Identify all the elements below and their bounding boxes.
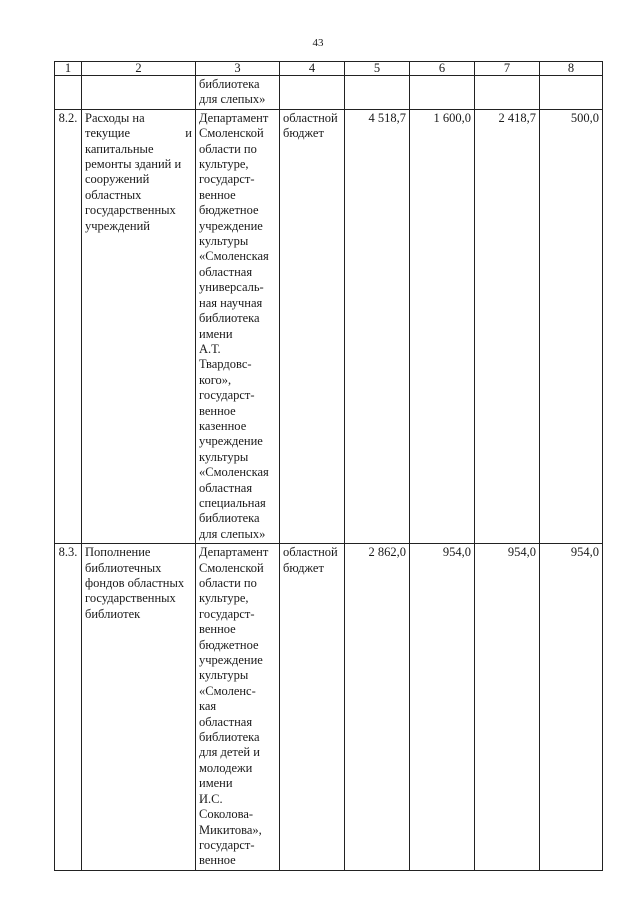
cell-line: капитальные xyxy=(85,141,154,156)
amount-year-1: 954,0 xyxy=(410,544,475,871)
cell-line: областная xyxy=(199,264,253,279)
column-number: 8 xyxy=(540,62,603,76)
cell-line: венное xyxy=(199,403,236,418)
column-number: 2 xyxy=(82,62,196,76)
cell-line: учреждение xyxy=(199,653,263,668)
column-number: 7 xyxy=(475,62,540,76)
cell-line: областной xyxy=(283,545,338,560)
amount-year-2: 2 418,7 xyxy=(475,109,540,543)
cell-line: венное xyxy=(199,622,236,637)
cell-line: областных xyxy=(85,187,142,202)
cell-line: государст- xyxy=(199,837,255,852)
cell-line: молодежи xyxy=(199,760,253,775)
cell-line: Смоленской xyxy=(199,126,264,141)
cell-line: библиотечных xyxy=(85,560,162,575)
amount-total: 2 862,0 xyxy=(345,544,410,871)
cell-line: библиотека xyxy=(199,511,260,526)
cell-line: государст- xyxy=(199,172,255,187)
cell-line: культуры xyxy=(199,234,249,249)
continuation-executor-cell xyxy=(196,76,280,110)
cell-line: государственных xyxy=(85,591,176,606)
column-number: 5 xyxy=(345,62,410,76)
cell-line: культуры xyxy=(199,668,249,683)
cell-line: бюджетное xyxy=(199,637,259,652)
table-row xyxy=(55,109,603,543)
cell-line: имени xyxy=(199,326,233,341)
cell-line: для слепых» xyxy=(199,526,266,541)
cell-line: казенное xyxy=(199,418,247,433)
cell-line: А.Т. xyxy=(199,341,221,356)
page-number: 43 xyxy=(312,37,324,49)
cell-line: ремонты зданий и xyxy=(85,157,182,172)
cell-line: Соколова- xyxy=(199,807,254,822)
item-number: 8.3. xyxy=(55,544,82,871)
cell-line: Департамент xyxy=(199,110,269,125)
column-number-row xyxy=(55,62,603,76)
cell-line: государст- xyxy=(199,388,255,403)
cell-line: кого», xyxy=(199,372,232,387)
cell-line: сооружений xyxy=(85,172,150,187)
cell-line: «Смоленс- xyxy=(199,683,256,698)
column-number: 4 xyxy=(280,62,345,76)
column-number: 6 xyxy=(410,62,475,76)
cell-line: И.С. xyxy=(199,791,223,806)
cell-line: государст- xyxy=(199,606,255,621)
item-executor xyxy=(196,109,280,543)
cell-line: Твардовс- xyxy=(199,357,252,372)
cell-line: Расходы на xyxy=(85,110,145,125)
item-name xyxy=(82,544,196,871)
cell-line: венное xyxy=(199,853,236,868)
cell-line: для детей и xyxy=(199,745,260,760)
cell-line: культуре, xyxy=(199,591,249,606)
cell-line: венное xyxy=(199,187,236,202)
amount-year-3: 954,0 xyxy=(540,544,603,871)
cell-line: культуре, xyxy=(199,157,249,172)
funding-source xyxy=(280,544,345,871)
cell-line: Пополнение xyxy=(85,545,151,560)
cell-line: ная научная xyxy=(199,295,263,310)
cell-line: культуры xyxy=(199,449,249,464)
cell-line: областной xyxy=(283,110,338,125)
cell-line: кая xyxy=(199,699,217,714)
cell-line: имени xyxy=(199,776,233,791)
cell-line: библиотек xyxy=(85,606,141,621)
cell-line: учреждение xyxy=(199,218,263,233)
table-row xyxy=(55,544,603,871)
cell-line: бюджет xyxy=(283,126,324,141)
cell-line: универсаль- xyxy=(199,280,264,295)
cell-line: библиотека xyxy=(199,730,260,745)
cell-line: «Смоленская xyxy=(199,465,269,480)
cell-line: бюджет xyxy=(283,560,324,575)
column-number: 1 xyxy=(55,62,82,76)
cell-line: «Смоленская xyxy=(199,249,269,264)
cell-line: Микитова», xyxy=(199,822,262,837)
cell-line: области по xyxy=(199,141,257,156)
amount-year-1: 1 600,0 xyxy=(410,109,475,543)
cell-line: областная xyxy=(199,714,253,729)
item-number: 8.2. xyxy=(55,109,82,543)
cell-line: фондов областных xyxy=(85,576,185,590)
cell-line: Смоленской xyxy=(199,560,264,575)
cell-line: специальная xyxy=(199,495,266,510)
amount-total: 4 518,7 xyxy=(345,109,410,543)
cell-line: области по xyxy=(199,576,257,590)
cell-line: библиотека xyxy=(199,311,260,326)
cell-line: Департамент xyxy=(199,545,269,560)
continuation-row xyxy=(55,76,603,110)
cell-line: учреждение xyxy=(199,434,263,449)
cell-line: бюджетное xyxy=(199,203,259,218)
amount-year-2: 954,0 xyxy=(475,544,540,871)
program-table xyxy=(54,61,603,871)
amount-year-3: 500,0 xyxy=(540,109,603,543)
cell-line: государственных xyxy=(85,203,176,218)
cell-line: учреждений xyxy=(85,218,150,233)
cell-line: текущие и xyxy=(85,126,192,141)
cell-line: областная xyxy=(199,480,253,495)
item-executor xyxy=(196,544,280,871)
cell-line: для слепых» xyxy=(199,92,266,107)
funding-source xyxy=(280,109,345,543)
item-name xyxy=(82,109,196,543)
column-number: 3 xyxy=(196,62,280,76)
cell-line: библиотека xyxy=(199,77,260,91)
